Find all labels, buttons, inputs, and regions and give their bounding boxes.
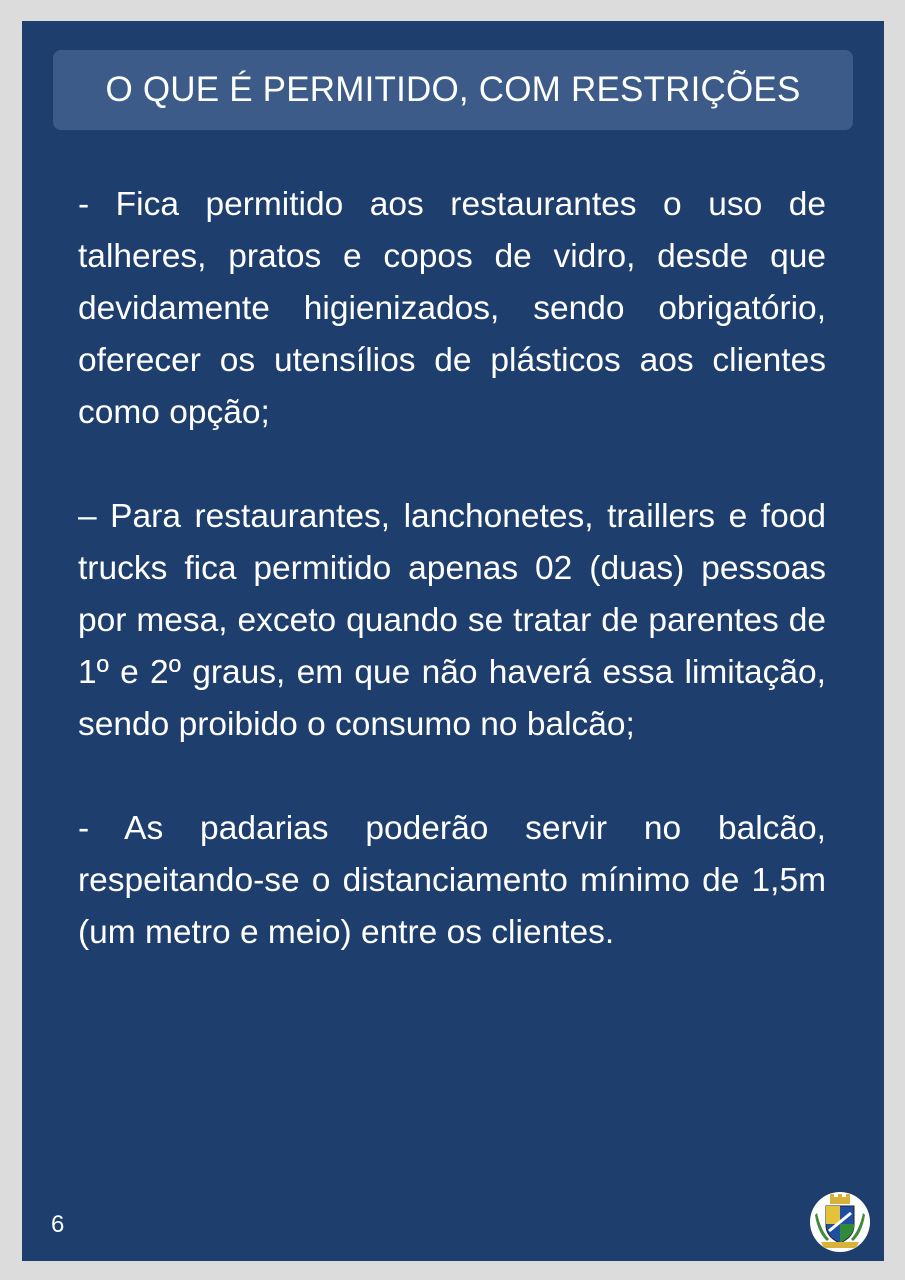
page-number: 6 xyxy=(51,1211,65,1238)
paragraph-cutlery: - Fica permitido aos restaurantes o uso de talheres, pratos e copos de vidro, desde que devidamente higienizados, sendo obrigatório, oferecer os utensílios de plásticos aos clientes como opção; xyxy=(78,186,826,431)
title-banner xyxy=(53,50,853,130)
content-body xyxy=(78,179,826,1011)
paragraph-bakeries: - As padarias poderão servir no balcão, respeitando-se o distanciamento mínimo de 1,5m (um metro e meio) entre os clientes. xyxy=(78,810,826,951)
page-panel xyxy=(22,21,884,1261)
paragraph-tables: – Para restaurantes, lanchonetes, traillers e food trucks fica permitido apenas 02 (duas) pessoas por mesa, exceto quando se tratar de parentes de 1º e 2º graus, em que não haverá essa limitação, sendo proibido o consumo no balcão; xyxy=(78,498,826,743)
page-title: O QUE É PERMITIDO, COM RESTRIÇÕES xyxy=(105,70,801,109)
municipal-coat-of-arms-icon xyxy=(809,1191,871,1253)
